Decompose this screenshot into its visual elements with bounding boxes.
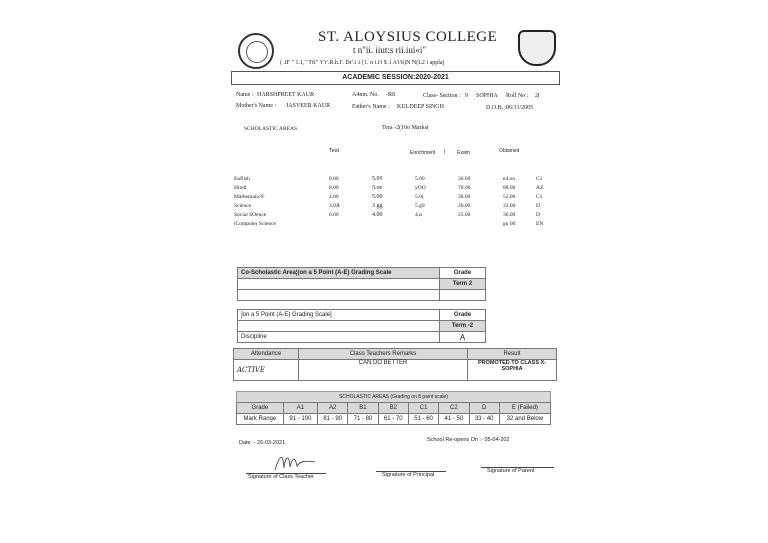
subject-mid: 5.00 xyxy=(372,194,383,200)
class-value: 9 xyxy=(465,93,468,99)
subject-grade: C1 xyxy=(536,194,543,200)
term-title: Tera -2(10o Marks( xyxy=(382,125,429,131)
subject-obt: 33.00 xyxy=(503,203,516,209)
sig-parent-label: Signature of Parent xyxy=(487,468,535,474)
discipline-table xyxy=(237,309,486,343)
subject-name: iComputer Science xyxy=(234,221,277,227)
subject-obt: gu 00 xyxy=(503,221,516,227)
report-date: Date :- 26-03-2021 xyxy=(239,440,286,446)
subject-name: Enfllsh xyxy=(234,176,250,182)
session-banner: ACADEMIC SESSION:2020-2021 xyxy=(231,71,560,85)
header-test: Test xyxy=(329,148,340,154)
grade-cell: A2 xyxy=(318,403,348,414)
teacher-remarks-value: CAN DO BETTER xyxy=(299,360,468,381)
grade-cell: C1 xyxy=(408,403,438,414)
college-name: ST. ALOYSIUS COLLEGE xyxy=(318,29,498,45)
grade-cell: E (Failed) xyxy=(499,403,550,414)
grade-cell: A1 xyxy=(283,403,317,414)
subject-test: 8.00 xyxy=(329,185,339,191)
attendance-value: ACTIVE xyxy=(234,360,299,381)
subject-exam: 20.00 xyxy=(458,203,471,209)
co-empty-row xyxy=(238,290,440,301)
mother-label: Mother's Name : xyxy=(236,103,277,109)
subject-mid: 3 gg xyxy=(372,203,383,209)
name-label: Name : xyxy=(236,92,254,98)
range-cell: 81 - 90 xyxy=(318,414,348,425)
attendance-label: Attendance xyxy=(234,349,299,360)
co-empty-cell xyxy=(238,279,440,290)
subject-grade: EN xyxy=(536,221,544,227)
discipline-term-label: Term -2 xyxy=(440,321,486,332)
subject-exam: 25.00 xyxy=(458,212,471,218)
range-cell: 91 - 100 xyxy=(283,414,317,425)
subject-grade: D xyxy=(536,203,540,209)
mother-name: JASVEER KAUR xyxy=(286,103,331,109)
subject-test: 8.00 xyxy=(329,176,339,182)
roll-label: Roll No : xyxy=(506,93,529,99)
range-cell: 33 - 40 xyxy=(469,414,499,425)
grade-cell: B1 xyxy=(348,403,378,414)
range-cell: 41 - 50 xyxy=(439,414,469,425)
subject-test: 3.0Å xyxy=(329,203,340,209)
section-value: SOPHIA xyxy=(476,93,498,99)
subject-enrich: 4,α xyxy=(415,212,423,218)
co-scholastic-table xyxy=(237,267,486,301)
subject-name: Hindi xyxy=(234,185,247,191)
sig-teacher-label: Signature of Class Teacher xyxy=(248,474,314,480)
grading-title: SCHOLASTIC AREAS (Grading on 8 paint scale) xyxy=(236,391,551,403)
subject-mid: 5.0¢ xyxy=(372,176,383,182)
subject-exam: 36.00 xyxy=(458,194,471,200)
sig-principal-label: Signature of Principal xyxy=(382,472,435,478)
college-logo xyxy=(238,33,274,69)
subject-obt: e4.oo xyxy=(503,176,516,182)
range-cell: 71 - 80 xyxy=(348,414,378,425)
subject-obt: 36.00 xyxy=(503,212,516,218)
subject-grade: C1 xyxy=(536,176,543,182)
range-cell: 51 - 60 xyxy=(408,414,438,425)
subject-grade: AZ xyxy=(536,185,544,191)
subject-exam: 36.00 xyxy=(458,176,471,182)
grade-cell: C2 xyxy=(439,403,469,414)
header-exam: Exam xyxy=(457,150,470,156)
subject-mid: 5.oe xyxy=(372,185,383,191)
teacher-signature xyxy=(272,450,318,475)
grade-cell: Grade xyxy=(237,403,284,414)
grade-cell: B2 xyxy=(378,403,408,414)
subject-enrich: 5.g0 xyxy=(415,203,425,209)
range-cell: 32 and Below xyxy=(499,414,550,425)
subject-enrich: 5.00 xyxy=(415,176,425,182)
subject-mid: 4.00 xyxy=(372,212,383,218)
co-grade-label: Grade xyxy=(440,268,486,279)
subject-name: Social SOence xyxy=(234,212,267,218)
subject-name: Science xyxy=(234,203,252,209)
school-crest-logo xyxy=(518,30,556,66)
subject-obt: 52.00 xyxy=(503,194,516,200)
header-enrichment: Enrichment xyxy=(410,150,436,156)
roll-value: 2( xyxy=(535,93,540,99)
header-obtained: Obtained xyxy=(499,148,520,154)
subject-test: 6.00 xyxy=(329,212,339,218)
subject-test: 4.00 xyxy=(329,194,339,200)
subject-exam: 70.00 xyxy=(458,185,471,191)
father-label: Father's Name : xyxy=(352,104,390,110)
grade-cell: D xyxy=(469,403,499,414)
result-label: Result xyxy=(468,349,557,360)
reopen-date: School Re-opens On :- 05-04-202 xyxy=(427,437,510,443)
subject-grade: D xyxy=(536,212,540,218)
dob-value: 06/11/2005 xyxy=(506,105,534,111)
discipline-item: Discipline xyxy=(238,332,440,343)
discipline-title: ]on a 5 Point (A-E) Grading Scale] xyxy=(238,310,440,321)
father-name: KULDEEP SINGH xyxy=(397,104,444,110)
college-subtitle: t n"ii. iiut:s rii.iui«i" xyxy=(353,45,427,55)
subject-obt: 88.00 xyxy=(503,185,516,191)
college-address: ( .tF " 1.1," Tfi" 't"r'.R.h.I'. Dr'.i .i [1. n i.i'i $ .i A'i'it)N N(L2 i applaj xyxy=(280,60,445,66)
admission-label: A4mn. No. xyxy=(352,92,379,98)
remarks-table xyxy=(233,348,557,381)
range-cell: Mark Range xyxy=(237,414,284,425)
dob-label: D.O.B. : xyxy=(486,105,507,111)
result-value: PROMOTED TO CLASS X-SOPHIA xyxy=(468,360,557,381)
co-term-label: Term 2 xyxy=(440,279,486,290)
scholastic-title: SCHOLASTIC AREAS xyxy=(244,126,298,132)
discipline-grade-value: A xyxy=(440,332,486,343)
subject-enrich: yOO xyxy=(415,185,426,191)
header-divider: | xyxy=(444,149,446,155)
grading-table xyxy=(236,402,551,425)
admission-value: -Rfi xyxy=(386,92,396,98)
class-label: Class- Section : xyxy=(423,93,461,99)
teacher-remarks-label: Class Teachers Remarks xyxy=(299,349,468,360)
student-name: HARSHPREET KAUR xyxy=(257,92,315,98)
range-cell: 61 - 70 xyxy=(378,414,408,425)
subject-name: Mathemaiic® xyxy=(234,194,265,200)
discipline-grade-label: Grade xyxy=(440,310,486,321)
subject-enrich: 5.0( xyxy=(415,194,424,200)
co-scholastic-title: Co-Scholastic Area¦(on a 5 Point (A-E) Grading Scale xyxy=(238,268,440,279)
